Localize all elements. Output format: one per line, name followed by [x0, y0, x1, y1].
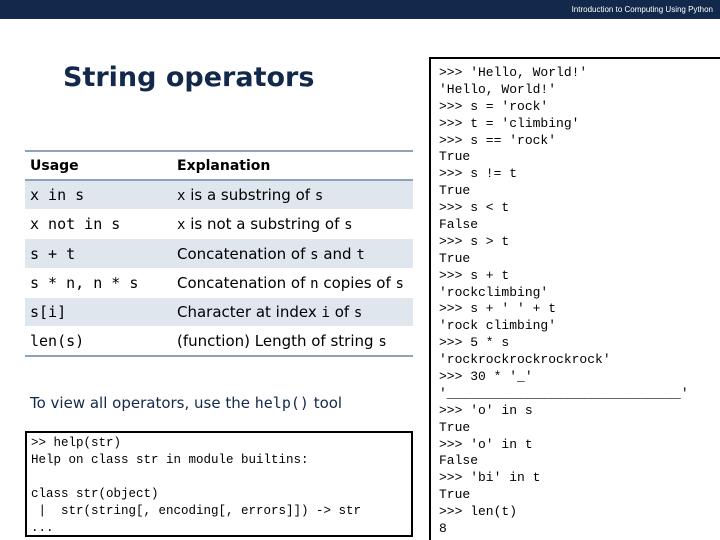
shell-input-line: >>> 'o' in s [439, 402, 533, 418]
code-fragment: x [177, 188, 186, 205]
shell-output-line: False [439, 217, 479, 233]
shell-input-line: >>> s == 'rock' [439, 132, 557, 148]
table-row [25, 180, 413, 209]
code-fragment: n [310, 275, 319, 292]
shell-output-line: 'rockrockrockrockrock' [439, 352, 611, 368]
text-fragment: is a substring of [185, 186, 315, 205]
code-fragment: s [344, 217, 353, 234]
shell-output-line: True [439, 183, 471, 199]
shell-input-line: >>> len(t) [439, 504, 518, 520]
text-fragment: Concatenation of [177, 244, 311, 263]
code-fragment: s [314, 188, 324, 205]
usage-cell: s[i] [30, 303, 67, 322]
code-fragment: x [177, 217, 186, 234]
help-output-line: | str(string[, encoding[, errors]]) -> str [31, 504, 362, 518]
shell-input-line: >>> t = 'climbing' [439, 115, 580, 131]
usage-cell: x in s [30, 186, 85, 205]
shell-output-line: True [439, 487, 471, 503]
shell-input-line: >>> 30 * '_' [439, 369, 533, 385]
table-row [25, 268, 413, 297]
code-fragment: s [310, 246, 319, 263]
table-body [25, 180, 413, 356]
course-title: Introduction to Computing Using Python [571, 5, 713, 14]
shell-output-line: 'Hello, World!' [439, 81, 557, 97]
explanation-cell [172, 268, 413, 297]
shell-output-line: 8 [439, 521, 447, 537]
help-note-code: help() [254, 394, 309, 412]
help-output-line [31, 469, 407, 486]
usage-cell: len(s) [30, 332, 85, 351]
explanation-cell [172, 210, 413, 239]
shell-input-line: >>> s > t [439, 233, 510, 249]
text-fragment: (function) Length of string [177, 332, 379, 351]
column-header-explanation: Explanation [177, 157, 271, 174]
help-output-box [25, 431, 413, 537]
help-note-prefix: To view all operators, use the [30, 394, 255, 412]
shell-output-line: 'rock climbing' [439, 318, 557, 334]
course-header-bar [0, 0, 720, 19]
operators-table [25, 150, 413, 357]
shell-output-line: True [439, 419, 471, 435]
shell-input-line: >>> s = 'rock' [439, 98, 549, 114]
shell-input-line: >>> 'o' in t [439, 436, 533, 452]
help-output-line: >> help(str) [31, 436, 122, 450]
help-output-line: class str(object) [31, 487, 159, 501]
text-fragment: is not a substring of [185, 215, 345, 234]
shell-input-line: >>> s + ' ' + t [439, 301, 557, 317]
usage-cell: s * n, n * s [30, 273, 139, 292]
shell-output-line: 'rockclimbing' [439, 284, 549, 300]
shell-output-line: True [439, 250, 471, 266]
text-fragment: Character at index [177, 303, 322, 322]
shell-output-line: False [439, 453, 479, 469]
shell-input-line: >>> 5 * s [439, 335, 510, 351]
shell-input-line: >>> s < t [439, 200, 510, 216]
help-output-line: ... [31, 521, 54, 535]
table-row [25, 327, 413, 356]
help-note-suffix: tool [308, 394, 343, 412]
usage-cell: x not in s [30, 215, 121, 234]
table-row [25, 239, 413, 268]
code-fragment: s [353, 305, 363, 322]
explanation-cell [172, 180, 413, 209]
help-note [30, 394, 342, 412]
shell-input-line: >>> s + t [439, 267, 510, 283]
table-row [25, 210, 413, 239]
shell-input-line: >>> 'bi' in t [439, 470, 541, 486]
code-fragment: s [378, 334, 387, 351]
table-row [25, 297, 413, 326]
slide-title: String operators [63, 62, 315, 93]
text-fragment: and [318, 244, 357, 263]
explanation-cell [172, 239, 413, 268]
code-fragment: i [321, 305, 330, 322]
explanation-cell [172, 297, 413, 326]
explanation-cell [172, 327, 413, 356]
code-fragment: t [356, 246, 365, 263]
text-fragment: copies of [318, 273, 396, 292]
text-fragment: of [329, 303, 354, 322]
usage-cell: s + t [30, 244, 76, 263]
column-header-usage: Usage [30, 157, 79, 174]
shell-output-line: True [439, 149, 471, 165]
code-fragment: s [395, 275, 404, 292]
shell-input-line: >>> 'Hello, World!' [439, 65, 588, 80]
help-output-line: Help on class str in module builtins: [31, 453, 309, 467]
shell-input-line: >>> s != t [439, 166, 518, 182]
python-shell-transcript [429, 57, 720, 540]
text-fragment: Concatenation of [177, 273, 311, 292]
shell-output-line: '______________________________' [439, 385, 689, 401]
table-header-row [25, 151, 413, 180]
